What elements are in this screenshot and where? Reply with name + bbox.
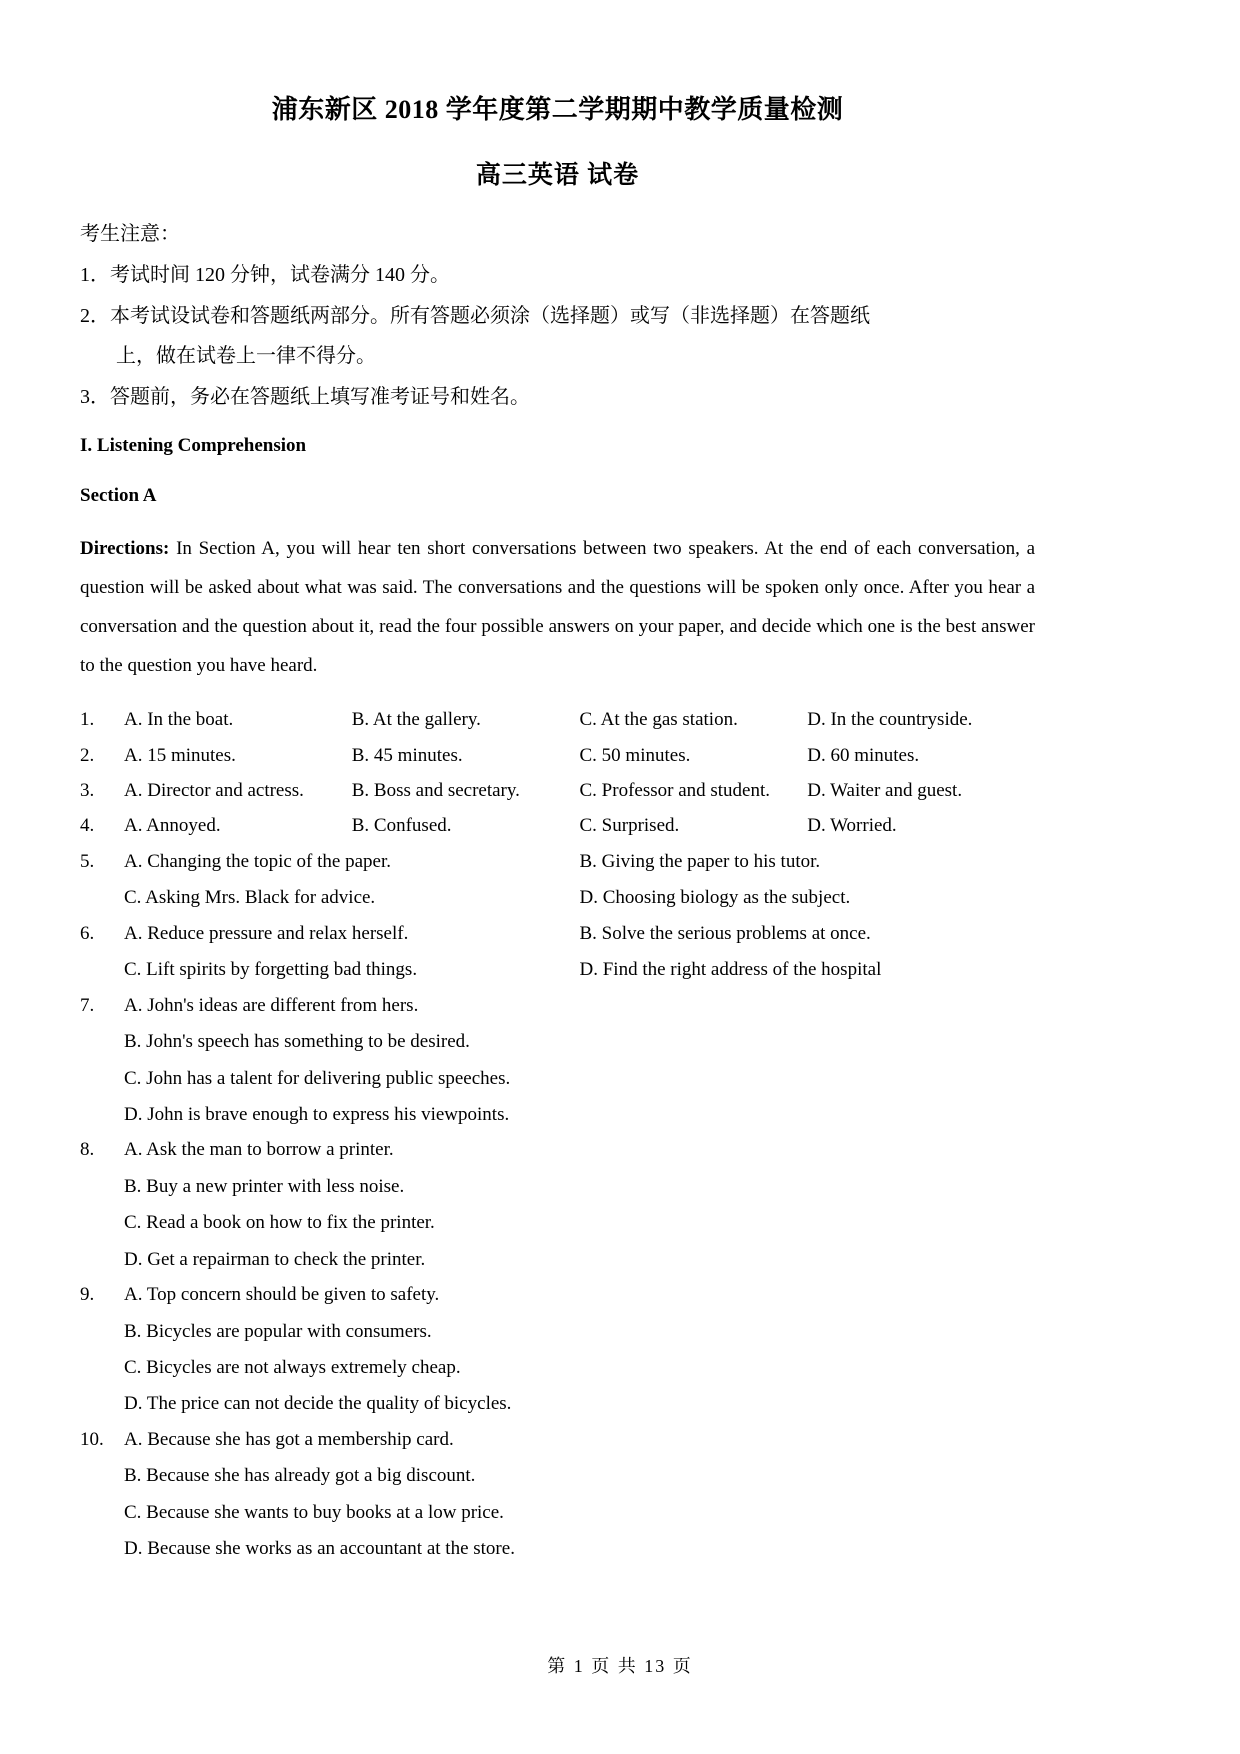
option-b[interactable]: B. 45 minutes. (351, 744, 463, 766)
option-a[interactable]: A. Ask the man to borrow a printer. (124, 1139, 394, 1161)
option-b[interactable]: B. Confused. (351, 815, 452, 837)
question-item (80, 847, 1035, 913)
option-a[interactable]: A. Director and actress. (124, 780, 304, 802)
option-c[interactable]: C. Professor and student. (579, 780, 771, 802)
option-c[interactable]: C. Read a book on how to fix the printer. (124, 1212, 435, 1234)
question-number: 5. (80, 850, 95, 872)
option-d[interactable]: D. Choosing biology as the subject. (579, 887, 851, 909)
question-options (124, 1425, 1035, 1564)
option-b[interactable]: B. Giving the paper to his tutor. (579, 850, 821, 872)
question-options (124, 705, 1035, 734)
option-c[interactable]: C. 50 minutes. (579, 744, 691, 766)
question-options (124, 776, 1035, 805)
option-a[interactable]: A. In the boat. (124, 709, 234, 731)
question-item (80, 741, 1035, 770)
candidate-notice-item-2: 2．本考试设试卷和答题纸两部分。所有答题必须涂（选择题）或写（非选择题）在答题纸 (80, 305, 870, 328)
option-d[interactable]: D. Find the right address of the hospital (579, 959, 882, 981)
candidate-notice-item-2-continued: 上，做在试卷上一律不得分。 (116, 345, 376, 368)
option-a[interactable]: A. Because she has got a membership card. (124, 1428, 454, 1450)
option-b[interactable]: B. Buy a new printer with less noise. (124, 1175, 405, 1197)
question-item (80, 919, 1035, 985)
listening-question-list (80, 705, 1035, 1564)
question-number: 1. (80, 709, 95, 731)
option-d[interactable]: D. Waiter and guest. (807, 780, 963, 802)
option-a[interactable]: A. 15 minutes. (124, 744, 236, 766)
candidate-notice-heading: 考生注意： (80, 223, 180, 246)
question-options (124, 919, 1035, 985)
option-c[interactable]: C. Because she wants to buy books at a low price. (124, 1501, 504, 1523)
option-b[interactable]: B. John's speech has something to be desired. (124, 1031, 470, 1053)
option-a[interactable]: A. Reduce pressure and relax herself. (124, 922, 409, 944)
option-b[interactable]: B. Boss and secretary. (351, 780, 520, 802)
option-a[interactable]: A. Changing the topic of the paper. (124, 850, 391, 872)
question-options (124, 991, 1035, 1130)
page-title: 浦东新区 2018 学年度第二学期期中教学质量检测 (271, 95, 844, 124)
question-number: 9. (80, 1284, 95, 1306)
question-item (80, 1280, 1035, 1419)
option-a[interactable]: A. John's ideas are different from hers. (124, 994, 419, 1016)
option-d[interactable]: D. Because she works as an accountant at the store. (124, 1538, 515, 1560)
question-item (80, 705, 1035, 734)
option-c[interactable]: C. John has a talent for delivering public speeches. (124, 1067, 511, 1089)
option-d[interactable]: D. John is brave enough to express his viewpoints. (124, 1103, 510, 1125)
question-options (124, 1280, 1035, 1419)
question-item (80, 1425, 1035, 1564)
option-a[interactable]: A. Annoyed. (124, 815, 221, 837)
question-number: 8. (80, 1139, 95, 1161)
question-number: 10. (80, 1428, 104, 1450)
option-d[interactable]: D. In the countryside. (807, 709, 973, 731)
option-b[interactable]: B. Solve the serious problems at once. (579, 922, 871, 944)
option-c[interactable]: C. Asking Mrs. Black for advice. (124, 887, 376, 909)
page-content (80, 0, 1035, 1564)
question-item (80, 776, 1035, 805)
option-a[interactable]: A. Top concern should be given to safety. (124, 1284, 440, 1306)
section-title-section-a: Section A (80, 484, 157, 506)
option-d[interactable]: D. 60 minutes. (807, 744, 920, 766)
option-c[interactable]: C. At the gas station. (579, 709, 738, 731)
option-b[interactable]: B. At the gallery. (351, 709, 481, 731)
part-title-listening-comprehension: I. Listening Comprehension (80, 435, 307, 457)
question-options (124, 847, 1035, 913)
page-subtitle: 高三英语 试卷 (475, 162, 640, 190)
option-d[interactable]: D. Worried. (807, 815, 897, 837)
question-number: 2. (80, 744, 95, 766)
question-number: 7. (80, 994, 95, 1016)
option-c[interactable]: C. Surprised. (579, 815, 680, 837)
candidate-notice-item-1: 1．考试时间 120 分钟，试卷满分 140 分。 (80, 264, 450, 287)
question-options (124, 811, 1035, 840)
question-item (80, 811, 1035, 840)
question-number: 4. (80, 815, 95, 837)
question-item (80, 1135, 1035, 1274)
directions-paragraph (80, 530, 1035, 686)
directions-label: Directions: (80, 538, 170, 560)
question-number: 6. (80, 922, 95, 944)
question-options (124, 1135, 1035, 1274)
question-options (124, 741, 1035, 770)
question-item (80, 991, 1035, 1130)
question-number: 3. (80, 780, 95, 802)
option-c[interactable]: C. Bicycles are not always extremely cheap. (124, 1357, 461, 1379)
candidate-notice-item-3: 3．答题前，务必在答题纸上填写准考证号和姓名。 (80, 386, 530, 409)
option-d[interactable]: D. Get a repairman to check the printer. (124, 1248, 426, 1270)
page-footer: 第 1 页 共 13 页 (547, 1656, 693, 1676)
option-d[interactable]: D. The price can not decide the quality of bicycles. (124, 1393, 512, 1415)
option-b[interactable]: B. Bicycles are popular with consumers. (124, 1320, 432, 1342)
option-b[interactable]: B. Because she has already got a big discount. (124, 1465, 476, 1487)
directions-text: In Section A, you will hear ten short conversations between two speakers. At the end of each conversation, a question will be asked about what was said. The conversations and the questions will be spoken only once. After you hear a conversation and the question about it, read the four possible answers on your paper, and decide which one is the best answer to the question you have heard. (80, 538, 1035, 677)
option-c[interactable]: C. Lift spirits by forgetting bad things. (124, 959, 418, 981)
